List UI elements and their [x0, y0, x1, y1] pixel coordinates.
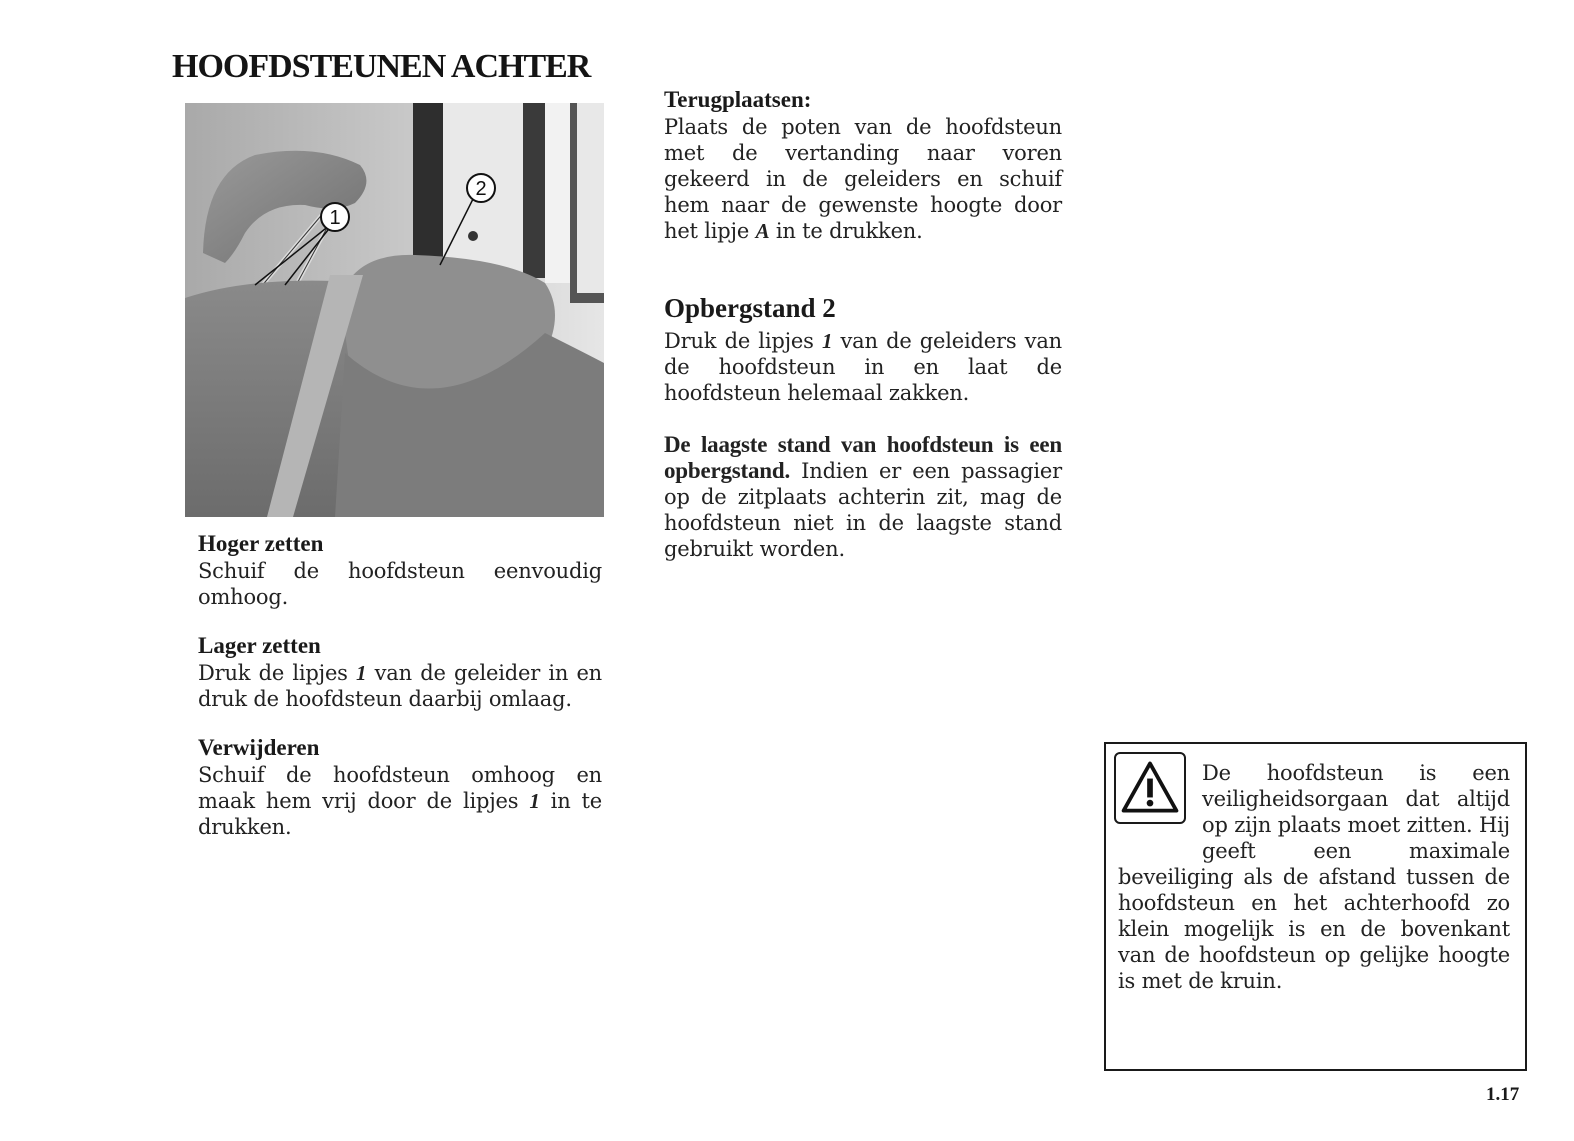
- body-terugplaatsen: Plaats de poten van de hoofdsteun met de vertanding naar voren gekeerd in de geleiders en schuif hem naar de gewenste hoogte door het lipje A in te drukken.: [664, 115, 1062, 243]
- warning-text: De hoofdsteun is een veiligheidsorgaan dat altijd op zijn plaats moet zitten. Hij geeft een maximale beveiliging als de afstand tussen de hoofdsteun en het achterhoofd zo klein mogelijk is en de bovenkant van de hoofdsteun op gelijke hoogte is met de kruin.: [1118, 761, 1510, 993]
- left-column: [198, 530, 602, 862]
- body-hoger-zetten: Schuif de hoofdsteun eenvoudig omhoog.: [198, 559, 602, 609]
- body-verwijderen: Schuif de hoofdsteun omhoog en maak hem vrij door de lipjes 1 in te drukken.: [198, 763, 602, 839]
- section-opbergstand: [664, 292, 1062, 406]
- warning-box: [1104, 742, 1527, 1071]
- section-note: [664, 432, 1062, 562]
- section-verwijderen: [198, 734, 602, 840]
- page-title: HOOFDSTEUNEN ACHTER: [172, 48, 591, 85]
- body-note: De laagste stand van hoofdsteun is een opbergstand. Indien er een passagier op de zitplaats achterin zit, mag de hoofdsteun niet in de laagste stand gebruikt worden.: [664, 432, 1062, 561]
- heading-verwijderen: Verwijderen: [198, 735, 320, 760]
- heading-lager-zetten: Lager zetten: [198, 633, 321, 658]
- note-bold-lead: De laagste stand van hoofdsteun is een opbergstand.: [664, 432, 1062, 483]
- heading-opbergstand: Opbergstand 2: [664, 293, 836, 323]
- callout-2: 2: [475, 178, 487, 200]
- section-lager-zetten: [198, 632, 602, 712]
- callout-1: 1: [329, 207, 341, 229]
- page-number: 1.17: [1486, 1084, 1520, 1105]
- body-opbergstand: Druk de lipjes 1 van de geleiders van de hoofdsteun in en laat de hoofdsteun helemaal zakken.: [664, 329, 1062, 405]
- section-hoger-zetten: [198, 530, 602, 610]
- headrest-photo: [185, 103, 604, 517]
- middle-column: [664, 86, 1062, 584]
- heading-hoger-zetten: Hoger zetten: [198, 531, 324, 556]
- section-terugplaatsen: [664, 86, 1062, 244]
- heading-terugplaatsen: Terugplaatsen:: [664, 87, 812, 112]
- body-lager-zetten: Druk de lipjes 1 van de geleider in en druk de hoofdsteun daarbij omlaag.: [198, 661, 602, 711]
